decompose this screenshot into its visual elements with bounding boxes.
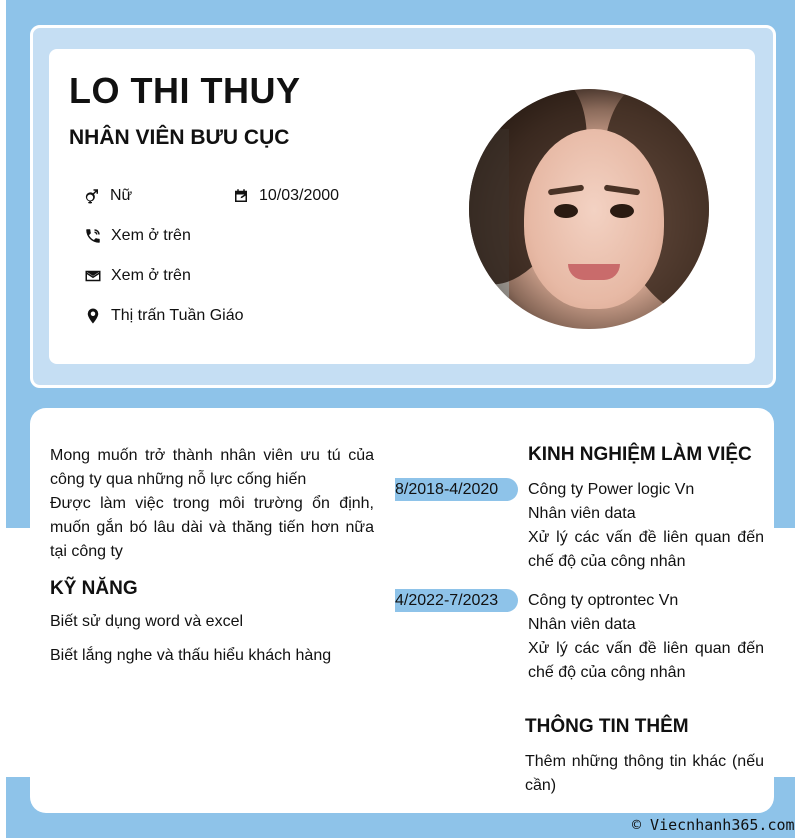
footer-watermark: © Viecnhanh365.com [632, 816, 795, 834]
phone-icon [83, 226, 103, 246]
extra-info-title: THÔNG TIN THÊM [525, 716, 689, 737]
experience-company: Công ty optrontec Vn [528, 592, 679, 609]
email-row [83, 266, 191, 286]
objective-line: Được làm việc trong môi trường ổn định, muốn gắn bó lâu dài và thăng tiến hơn nữa tại công ty [50, 495, 374, 560]
experience-role: Nhân viên data [528, 505, 636, 522]
address-row [83, 306, 244, 326]
experience-title: KINH NGHIỆM LÀM VIỆC [528, 444, 752, 465]
extra-info-text: Thêm những thông tin khác (nếu cần) [525, 753, 764, 794]
objective-line: Mong muốn trở thành nhân viên ưu tú của công ty qua những nỗ lực cống hiến [50, 447, 374, 488]
gender-row [82, 186, 132, 206]
gender-value: Nữ [110, 187, 133, 204]
experience-period: 8/2018-4/2020 [395, 478, 518, 501]
address-value: Thị trấn Tuần Giáo [111, 307, 244, 324]
skills-title: KỸ NĂNG [50, 578, 138, 599]
candidate-name: LO THI THUY [69, 70, 301, 111]
phone-value: Xem ở trên [111, 227, 191, 244]
email-value: Xem ở trên [111, 267, 191, 284]
envelope-icon [83, 266, 103, 286]
experience-role: Nhân viên data [528, 616, 636, 633]
experience-description: Xử lý các vấn đề liên quan đến chế độ của công nhân [528, 640, 764, 681]
phone-row [83, 226, 191, 246]
birthdate-value: 10/03/2000 [259, 187, 340, 204]
job-title: NHÂN VIÊN BƯU CỤC [69, 126, 290, 149]
gender-icon [82, 186, 102, 206]
skill-item: Biết lắng nghe và thấu hiểu khách hàng [50, 647, 332, 664]
skill-item: Biết sử dụng word và excel [50, 613, 244, 630]
experience-company: Công ty Power logic Vn [528, 481, 695, 498]
map-pin-icon [83, 306, 103, 326]
experience-period: 4/2022-7/2023 [395, 589, 518, 612]
career-objective [50, 444, 374, 564]
experience-description: Xử lý các vấn đề liên quan đến chế độ của công nhân [528, 529, 764, 570]
birthdate-row [231, 186, 339, 206]
avatar [469, 89, 709, 329]
calendar-icon [231, 186, 251, 206]
